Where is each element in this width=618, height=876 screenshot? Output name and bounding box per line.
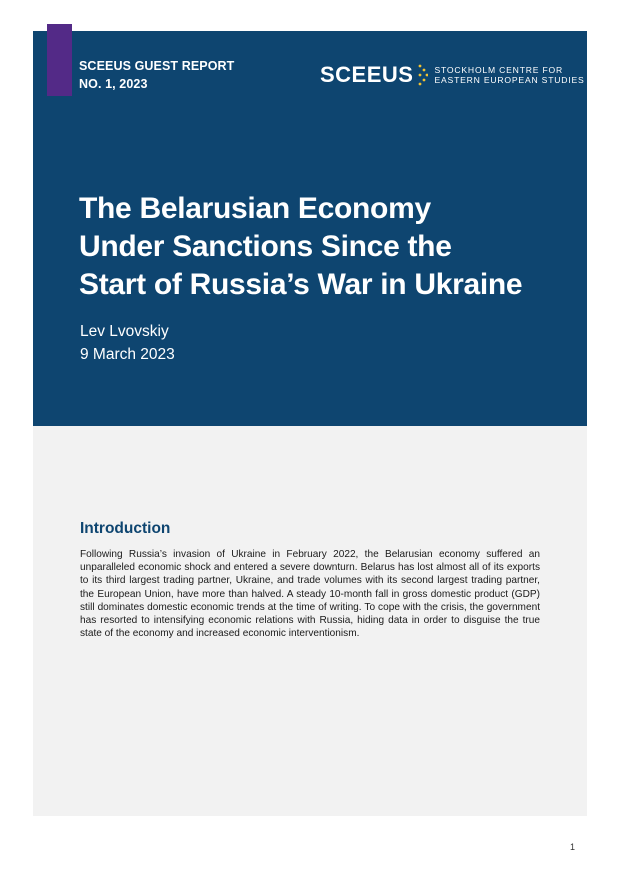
logo-subtitle-line2: EASTERN EUROPEAN STUDIES xyxy=(434,75,585,85)
intro-paragraph: Following Russia’s invasion of Ukraine in February 2022, the Belarusian economy suffered an unparalleled economic shock and entered a severe downturn. Belarus has lost almost all of its exports to its third largest trading partner, Ukraine, and trade volumes with its second largest trading partner, the European Union, have more than halved. A steady 10-month fall in gross domestic product (GDP) still dominates domestic economic trends at the time of writing. To cope with the crisis, the government has resorted to intensifying economic relations with Russia, hiding data in order to disguise the true state of the economy and increased economic interventionism. xyxy=(80,549,540,640)
title-line: Start of Russia’s War in Ukraine xyxy=(79,268,523,301)
series-label: SCEEUS GUEST REPORT xyxy=(79,59,235,73)
logo-wordmark: SCEEUS xyxy=(320,62,414,87)
page-number: 1 xyxy=(570,842,576,852)
section-heading: Introduction xyxy=(80,520,171,537)
dot-grid-icon xyxy=(418,63,428,87)
accent-bar xyxy=(47,24,72,96)
series-number: NO. 1, 2023 xyxy=(79,77,148,91)
report-title xyxy=(79,190,569,304)
logo-subtitle xyxy=(434,65,584,85)
title-line: The Belarusian Economy xyxy=(79,192,431,225)
report-series xyxy=(79,57,234,93)
logo-subtitle-line1: STOCKHOLM CENTRE FOR xyxy=(434,65,564,75)
title-line: Under Sanctions Since the xyxy=(79,230,452,263)
publication-date: 9 March 2023 xyxy=(80,346,175,363)
author-name: Lev Lvovskiy xyxy=(80,323,169,340)
sceeus-logo xyxy=(320,63,585,87)
byline xyxy=(80,320,175,366)
